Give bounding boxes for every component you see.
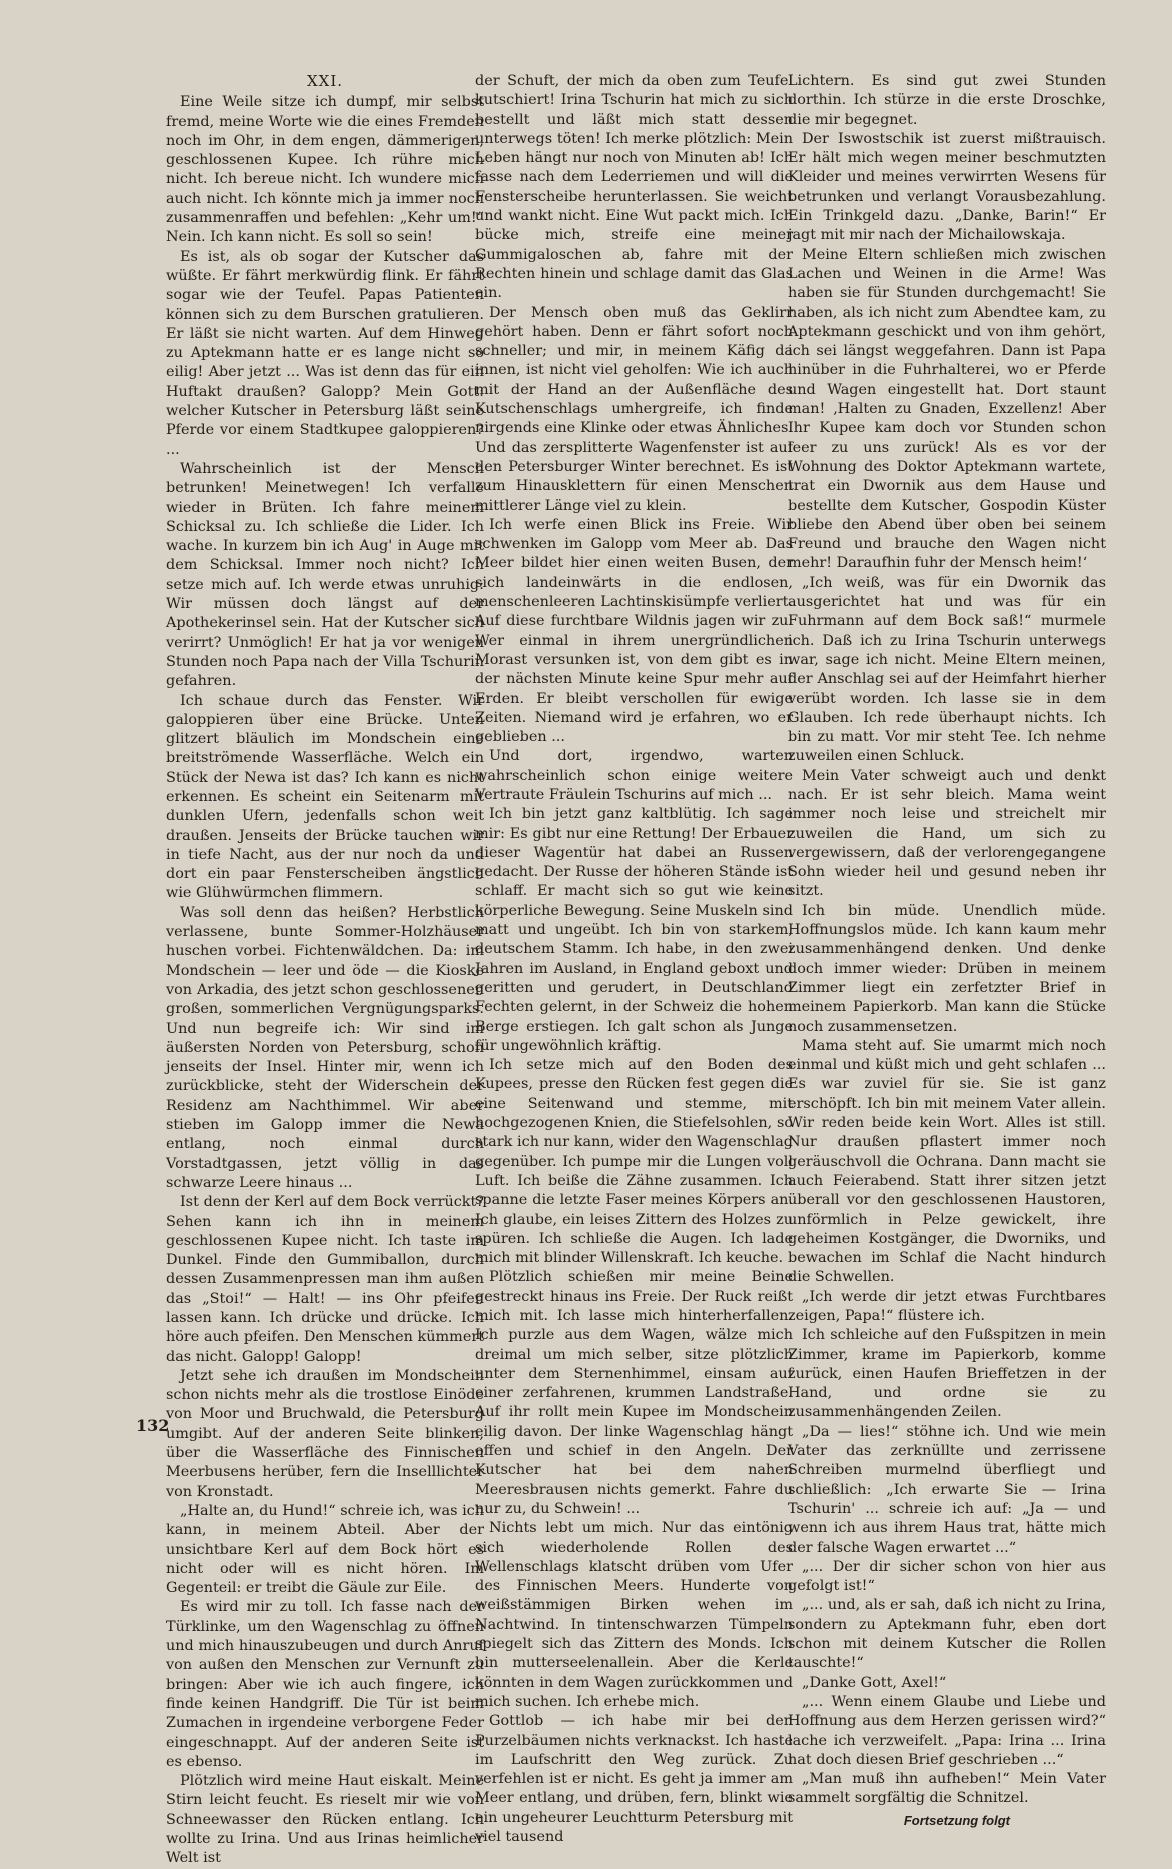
- paragraph: Meine Eltern schließen mich zwischen Lachen und Weinen in die Arme! Was haben sie für Stunden durchgemacht! Sie haben, als ich nicht zum Abendtee kam, zu Aptekmann geschickt und von ihm gehört, ich sei längst weggefahren. Dann ist Papa hinüber in die Fuhrhalterei, wo er Pferde und Wagen eingestellt hat. Dort staunt man! ‚Halten zu Gnaden, Exzellenz! Aber Ihr Kupee kam doch vor Stunden schon leer zu uns zurück! Als es vor der Wohnung des Doktor Aptekmann wartete, trat ein Dwornik aus dem Hause und bestellte dem Kutscher, Gospodin Küster bliebe den Abend über oben bei seinem Freund und brauche den Wagen nicht mehr! Daraufhin fuhr der Mensch heim!‘: [788, 246, 1106, 572]
- column-right: [788, 72, 1106, 1830]
- paragraph: Es ist, als ob sogar der Kutscher das wüßte. Er fährt merkwürdig flink. Er fährt sogar wie der Teufel. Papas Patienten können sich zu dem Burschen gratulieren. Er läßt sie nicht warten. Auf dem Hinweg zu Aptekmann hatte er es lange nicht so eilig! Aber jetzt ... Was ist denn das für ein Huftakt draußen? Galopp? Mein Gott: welcher Kutscher in Petersburg läßt seine Pferde vor einem Stadtkupee galoppieren? ...: [166, 248, 484, 458]
- paragraph: Ich bin müde. Unendlich müde. Hoffnungslos müde. Ich kann kaum mehr zusammenhängend denken. Und denke doch immer wieder: Drüben in meinem Zimmer liegt ein zerfetzter Brief in meinem Papierkorb. Man kann die Stücke noch zusammensetzen.: [788, 902, 1106, 1035]
- paragraph: Der Mensch oben muß das Geklirr gehört haben. Denn er fährt sofort noch schneller; und mir, in meinem Käfig da innen, ist nicht viel geholfen: Wie ich auch mit der Hand an der Außenfläche des Kutschenschlags umhergreife, ich finde nirgends eine Klinke oder etwas Ähnliches. Und das zersplitterte Wagenfenster ist auf den Petersburger Winter berechnet. Es ist zum Hinausklettern für einen Menschen mittlerer Länge viel zu klein.: [475, 304, 793, 514]
- paragraph: Ist denn der Kerl auf dem Bock verrückt? Sehen kann ich ihn in meinem geschlossenen Kupee nicht. Ich taste im Dunkel. Finde den Gummiballon, durch dessen Zusammenpressen man ihm außen das „Stoi!“ — Halt! — ins Ohr pfeifen lassen kann. Ich drücke und drücke. Ich höre auch pfeifen. Den Menschen kümmert das nicht. Galopp! Galopp!: [166, 1194, 484, 1365]
- paragraph: Ich setze mich auf den Boden des Kupees, presse den Rücken fest gegen die eine Seitenwand und stemme, mit hochgezogenen Knien, die Stiefelsohlen, so stark ich nur kann, wider den Wagenschlag gegenüber. Ich pumpe mir die Lungen voll Luft. Ich beiße die Zähne zusammen. Ich spanne die letzte Faser meines Körpers an. Ich glaube, ein leises Zittern des Holzes zu spüren. Ich schließe die Augen. Ich lade mich mit blinder Willenskraft. Ich keuche.: [475, 1057, 793, 1267]
- paragraph: Eine Weile sitze ich dumpf, mir selbst fremd, meine Worte wie die eines Fremden noch im Ohr, in dem engen, dämmerigen, geschlossenen Kupee. Ich rühre mich nicht. Ich bereue nicht. Ich wundere mich auch nicht. Ich könnte mich ja immer noch zusammenraffen und befehlen: „Kehr um!“ Nein. Ich kann nicht. Es soll so sein!: [166, 94, 484, 246]
- paragraph: „... und, als er sah, daß ich nicht zu Irina, sondern zu Aptekmann fuhr, eben dort schon mit deinem Kutscher die Rollen tauschte!“: [788, 1597, 1106, 1672]
- paragraph: Nichts lebt um mich. Nur das eintönig sich wiederholende Rollen des Wellenschlags klatscht drüben vom Ufer des Finnischen Meers. Hunderte von weißstämmigen Birken wehen im Nachtwind. In tintenschwarzen Tümpeln spiegelt sich das Zittern des Monds. Ich bin mutterseelenallein. Aber die Kerle könnten in dem Wagen zurückkommen und mich suchen. Ich erhebe mich.: [475, 1520, 793, 1710]
- paragraph: „Halte an, du Hund!“ schreie ich, was ich kann, in meinem Abteil. Aber der unsichtbare Kerl auf dem Bock hört es nicht oder will es nicht hören. Im Gegenteil: er treibt die Gäule zur Eile.: [166, 1502, 484, 1597]
- paragraph: „Man muß ihn aufheben!“ Mein Vater sammelt sorgfältig die Schnitzel.: [788, 1771, 1106, 1807]
- paragraph: Ich werfe einen Blick ins Freie. Wir schwenken im Galopp vom Meer ab. Das Meer bildet hier einen weiten Busen, der sich landeinwärts in die endlosen, menschenleeren Lachtinskisümpfe verliert. Auf diese furchtbare Wildnis jagen wir zu. Wer einmal in ihrem unergründlichen Morast versunken ist, von dem gibt es in der nächsten Minute keine Spur mehr auf Erden. Er bleibt verschollen für ewige Zeiten. Niemand wird je erfahren, wo er geblieben ...: [475, 516, 793, 746]
- paragraph: Jetzt sehe ich draußen im Mondschein schon nichts mehr als die trostlose Einöde von Moor und Bruchwald, die Petersburg umgibt. Auf der anderen Seite blinken, über die Wasserfläche des Finnischen Meerbusens herüber, fern die Inselllichter von Kronstadt.: [166, 1367, 484, 1500]
- paragraph: Der Iswostschik ist zuerst mißtrauisch. Er hält mich wegen meiner beschmutzten Kleider und meines verwirrten Wesens für betrunken und verlangt Vorausbezahlung. Ein Trinkgeld dazu. „Danke, Barin!“ Er jagt mit mir nach der Michailowskaja.: [788, 130, 1106, 244]
- paragraph: Ich schleiche auf den Fußspitzen in mein Zimmer, krame im Papierkorb, komme zurück, einen Haufen Brieffetzen in der Hand, und ordne sie zu zusammenhängenden Zeilen.: [788, 1327, 1106, 1421]
- paragraph: der Schuft, der mich da oben zum Teufel kutschiert! Irina Tschurin hat mich zu sich bestellt und läßt mich statt dessen unterwegs töten! Ich merke plötzlich: Mein Leben hängt nur noch von Minuten ab! Ich fasse nach dem Lederriemen und will die Fensterscheibe herunterlassen. Sie weicht und wankt nicht. Eine Wut packt mich. Ich bücke mich, streife eine meiner Gummigaloschen ab, fahre mit der Rechten hinein und schlage damit das Glas ein.: [475, 73, 793, 302]
- paragraph: Und dort, irgendwo, warten wahrscheinlich schon einige weitere Vertraute Fräulein Tschurins auf mich ...: [475, 748, 793, 803]
- paragraph: „Ich weiß, was für ein Dwornik das ausgerichtet hat und was für ein Fuhrmann auf dem Bock saß!“ murmele ich. Daß ich zu Irina Tschurin unterwegs war, sage ich nicht. Meine Eltern meinen, der Anschlag sei auf der Heimfahrt hierher verübt worden. Ich lasse sie in dem Glauben. Ich rede überhaupt nichts. Ich bin zu matt. Vor mir steht Tee. Ich nehme zuweilen einen Schluck.: [788, 574, 1106, 765]
- paragraph: „Danke Gott, Axel!“: [802, 1674, 947, 1691]
- column-middle: [475, 72, 793, 1847]
- paragraph: Mama steht auf. Sie umarmt mich noch einmal und küßt mich und geht schlafen ... Es war zuviel für sie. Sie ist ganz erschöpft. Ich bin mit meinem Vater allein. Wir reden beide kein Wort. Alles ist still. Nur draußen pflastert immer noch geräuschvoll die Ochrana. Dann macht sie auch Feierabend. Statt ihrer sitzen jetzt überall vor den geschlossenen Haustoren, unförmlich in Pelze gewickelt, ihre geheimen Kostgänger, die Dworniks, und bewachen im Schlaf die Nacht hindurch die Schwellen.: [788, 1037, 1106, 1286]
- column-left: [166, 72, 484, 1869]
- paragraph: Plötzlich schießen mir meine Beine gestreckt hinaus ins Freie. Der Ruck reißt mich mit. Ich lasse mich hinterherfallen. Ich purzle aus dem Wagen, wälze mich dreimal um mich selber, sitze plötzlich unter dem Sternenhimmel, einsam auf einer zerfahrenen, krummen Landstraße. Auf ihr rollt mein Kupee im Mondschein eilig davon. Der linke Wagenschlag hängt offen und schief in den Angeln. Der Kutscher hat bei dem nahen Meeresbrausen nichts gemerkt. Fahre du nur zu, du Schwein! ...: [475, 1269, 793, 1517]
- paragraph: „Da — lies!“ stöhne ich. Und wie mein Vater das zerknüllte und zerrissene Schreiben murmelnd überfliegt und schließlich: „Ich erwarte Sie — Irina Tschurin' ... schreie ich auf: „Ja — und wenn ich aus ihrem Haus trat, hätte mich der falsche Wagen erwartet ...“: [788, 1423, 1106, 1556]
- continuation-note: Fortsetzung folgt: [903, 1812, 1010, 1828]
- paragraph: „Ich werde dir jetzt etwas Furchtbares zeigen, Papa!“ flüstere ich.: [788, 1288, 1106, 1324]
- paragraph: Plötzlich wird meine Haut eiskalt. Meine Stirn leicht feucht. Es rieselt mir wie von Schneewasser den Rücken entlang. Ich wollte zu Irina. Und aus Irinas heimlicher Welt ist: [166, 1773, 484, 1867]
- paragraph: Ich bin jetzt ganz kaltblütig. Ich sage mir: Es gibt nur eine Rettung! Der Erbauer dieser Wagentür hat dabei an Russen gedacht. Der Russe der höheren Stände ist schlaff. Er macht sich so gut wie keine körperliche Bewegung. Seine Muskeln sind matt und ungeübt. Ich bin von starkem, deutschem Stamm. Ich habe, in den zwei Jahren im Ausland, in England geboxt und geritten und gerudert, in Deutschland Fechten gelernt, in der Schweiz die hohen Berge erstiegen. Ich galt schon als Junge für ungewöhnlich kräftig.: [475, 806, 793, 1054]
- paragraph: Wahrscheinlich ist der Mensch betrunken! Meinetwegen! Ich verfalle wieder in Brüten. Ich fahre meinem Schicksal zu. Ich schließe die Lider. Ich wache. In kurzem bin ich Aug' in Auge mit dem Schicksal. Immer noch nicht? Ich setze mich auf. Ich werde etwas unruhig: Wir müssen doch längst auf der Apothekerinsel sein. Hat der Kutscher sich verirrt? Unmöglich! Er hat ja vor wenigen Stunden noch Papa nach der Villa Tschurin gefahren.: [166, 460, 484, 690]
- paragraph: „... Der dir sicher schon von hier aus gefolgt ist!“: [788, 1558, 1106, 1595]
- chapter-heading: XXI.: [306, 72, 344, 90]
- paragraph: Es wird mir zu toll. Ich fasse nach der Türklinke, um den Wagenschlag zu öffnen und mich hinauszubeugen und durch Anruf von außen den Menschen zur Vernunft zu bringen: Aber wie ich auch fingere, ich finde keinen Handgriff. Die Tür ist beim Zumachen in irgendeine verborgene Feder eingeschnappt. Auf der anderen Seite ist es ebenso.: [166, 1599, 484, 1770]
- paragraph: Ich schaue durch das Fenster. Wir galoppieren über eine Brücke. Unten glitzert bläulich im Mondschein eine breitströmende Wasserfläche. Welch ein Stück der Newa ist das? Ich kann es nicht erkennen. Es scheint ein Seitenarm mit dunklen Ufern, jedenfalls schon weit draußen. Jenseits der Brücke tauchen wir in tiefe Nacht, aus der nur noch da und dort ein paar Fensterscheiben ängstlich wie Glühwürmchen flimmern.: [166, 692, 484, 902]
- paragraph: Gottlob — ich habe mir bei den Purzelbäumen nichts verknackst. Ich haste im Laufschritt den Weg zurück. Zu verfehlen ist er nicht. Es geht ja immer am Meer entlang, und drüben, fern, blinkt wie ein ungeheurer Leuchtturm Petersburg mit viel tausend: [475, 1713, 793, 1846]
- paragraph: Lichtern. Es sind gut zwei Stunden dorthin. Ich stürze in die erste Droschke, die mir begegnet.: [788, 73, 1106, 128]
- paragraph: „... Wenn einem Glaube und Liebe und Hoffnung aus dem Herzen gerissen wird?“ lache ich verzweifelt. „Papa: Irina ... Irina hat doch diesen Brief geschrieben ...“: [788, 1693, 1106, 1768]
- paragraph: Mein Vater schweigt auch und denkt nach. Er ist sehr bleich. Mama weint immer noch leise und streichelt mir zuweilen die Hand, um sich zu vergewissern, daß der verlorengegangene Sohn wieder heil und gesund neben ihr sitzt.: [788, 767, 1106, 900]
- paragraph: Was soll denn das heißen? Herbstlich verlassene, bunte Sommer-Holzhäuser huschen vorbei. Fichtenwäldchen. Da: im Mondschein — leer und öde — die Kioske von Arkadia, des jetzt schon geschlossenen großen, sommerlichen Vergnügungsparks. Und nun begreife ich: Wir sind im äußersten Norden von Petersburg, schon jenseits der Insel. Hinter mir, wenn ich zurückblicke, steht der Widerschein der Residenz am Nachthimmel. Wir aber stieben im Galopp immer die Newa entlang, noch einmal durch Vorstadtgassen, jetzt völlig in das schwarze Leere hinaus ...: [166, 904, 484, 1191]
- page-number: 132: [136, 1416, 170, 1435]
